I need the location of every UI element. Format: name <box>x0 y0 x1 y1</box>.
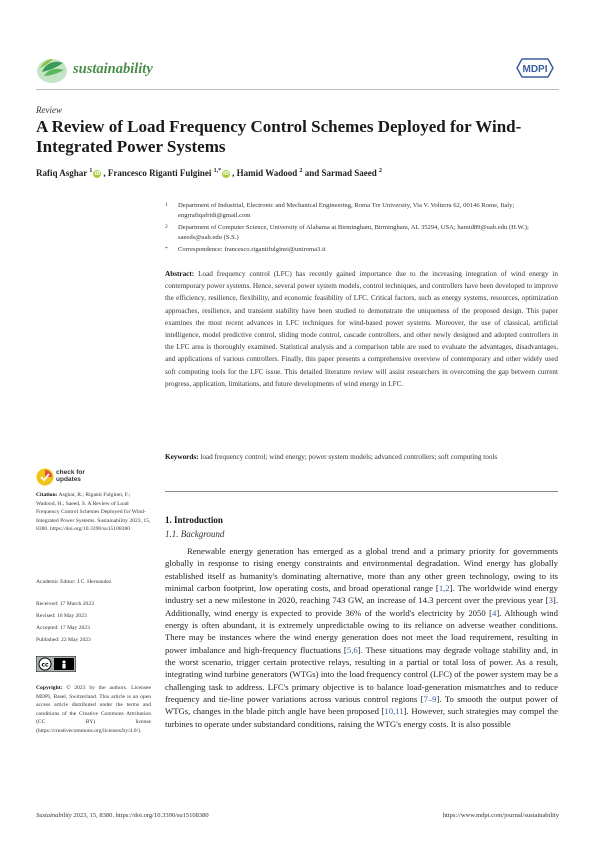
article-title: A Review of Load Frequency Control Schemes Deployed for Wind-Integrated Power Systems <box>36 117 522 156</box>
cc-license-badge[interactable] <box>36 656 76 672</box>
affiliation-number: 2 <box>165 224 168 230</box>
academic-editor: Academic Editor: J.C. Hernandez <box>36 579 112 585</box>
copyright-block <box>36 684 151 736</box>
cc-label: cc <box>41 661 49 669</box>
affiliation-number: * <box>165 246 168 252</box>
copyright-text: © 2023 by the authors. Licensee MDPI, Basel, Switzerland. This article is an open access article distributed under the terms and conditions of the Creative Commons Attribution (CC BY) license (https://creativecommons.org/licenses/by/4.0/). <box>36 685 151 734</box>
affiliation-text: Department of Industrial, Electronic and Mechanical Engineering, Roma Tre University, Via V. Volterra 62, 00146 Rome, Italy; engrrafiqafridi@gmail.com <box>178 202 515 219</box>
author-name[interactable]: Rafiq Asghar <box>36 168 90 178</box>
author-name[interactable]: Sarmad Saeed <box>321 168 379 178</box>
accepted-date: Accepted: 17 May 2023 <box>36 625 90 631</box>
reference-link[interactable]: 4 <box>492 607 497 618</box>
journal-logo-icon <box>36 54 68 84</box>
cc-by-icon <box>36 656 76 672</box>
reference-link[interactable]: 5,6 <box>346 644 358 655</box>
citation-text: Asghar, R.; Riganti Fulginei, F.; Wadood, H.; Saeed, S. A Review of Load Frequency Control Schemes Deployed for Wind-Integrated Power Systems. Sustainability 2023, 15, 8380. https://doi.org/10.3390/su15108380 <box>36 492 151 533</box>
section-heading: 1. Introduction <box>165 515 223 525</box>
received-date: Received: 17 March 2023 <box>36 601 94 607</box>
abstract-label: Abstract: <box>165 270 195 278</box>
author-name[interactable]: Hamid Wadood <box>236 168 300 178</box>
reference-link[interactable]: 7–9 <box>423 694 437 705</box>
mdpi-logo-icon <box>516 58 554 78</box>
correspondence-text: Correspondence: francesco.rigantifulginei@uniroma3.it <box>178 246 326 253</box>
author-name[interactable]: Francesco Riganti Fulginei <box>107 168 214 178</box>
journal-name: sustainability <box>73 61 153 77</box>
author-affiliation-sup: 1 <box>89 168 93 174</box>
footer-citation: Sustainability 2023, 15, 8380. https://doi.org/10.3390/su15108380 <box>36 812 209 819</box>
abstract <box>165 268 558 390</box>
author-affiliation-sup: 1,* <box>213 168 222 174</box>
reference-link[interactable]: 10,11 <box>384 706 404 717</box>
author-list: Rafiq Asghar $^1$ iD , Francesco Riganti Fulginei $^{1,*}$ iD , Hamid Wadood $^2$ and Sarmad Saeed $^2$ <box>36 168 382 178</box>
subsection-heading: 1.1. Background <box>165 529 225 539</box>
author-affiliation-sup: 2 <box>379 168 382 174</box>
keywords <box>165 451 558 463</box>
author-affiliation-sup: 2 <box>299 168 303 174</box>
copyright-label: Copyright: <box>36 685 63 691</box>
body-text: Renewable energy generation has emerged as a global trend and a primary priority for governments globally in response to rising energy constraints and environmental degradation. Wind energy has globally established itself as humanity's dominating alternative, more than any other green technology, owing to its minimal carbon footprint, low operating costs, and broad operational range [1,2]. The worldwide wind energy industry set a new milestone in 2020, reaching 743 GW, an increase of 14.3 percent over the previous year [3]. Additionally, wind energy is expected to provide 36% of the world's electricity by 2050 [4]. Although wind energy is often abundant, it is extremely unpredictable owing to its reliance on adverse weather conditions. There may be instances where the wind energy generation does not meet the load requirement, resulting in power imbalance and high-frequency fluctuations [5,6]. These situations may degrade voltage stability and, in the worst scenario, trigger certain protective relays, resulting in a partial or total loss of power. As a result, integrating wind turbine generators (WTGs) into the load frequency control (LFC) of the power system may be a challenging task to address. LFC's primary objective is to balance load-generation mismatches and to reduce frequency and tie-line power variations across various control regions [7–9]. To smooth the output power of WTGs, changes in the blade pitch angle have been proposed [10,11]. However, such strategies may compel the turbines to operate under substandard conditions, raising the WTG's energy costs. It is also possible <box>165 546 558 729</box>
citation-label: Citation: <box>36 492 58 498</box>
keywords-label: Keywords: <box>165 453 199 461</box>
abstract-text: Load frequency control (LFC) has recently gained importance due to the increasing integration of wind energy in contemporary power systems. Hence, several power system models, control techniques, and controllers have been developed to improve the efficiency, resilience, flexibility, and economic feasibility of LFC. Critical factors, such as energy systems, resources, optimization approaches, resilience, and transient stability have been studied to demonstrate the uniqueness of the proposed design. This paper examines the most recent advances in LFC techniques for wind-based power systems. Moreover, the use of classical, artificial intelligence, model predictive control, sliding mode control, cascade controllers, and other newly designed and adopted controllers in the LFC area is thoroughly examined. Statistical analysis and a comparison table are used to evaluate the advantages, disadvantages, and applications of various controllers. Finally, this paper presents a comprehensive overview of contemporary and other widely used soft computing tools for the LFC issue. This detailed literature review will assist researchers in overcoming the gap between current progress, application, limitations, and future developments of wind energy in LFC. <box>165 270 559 388</box>
reference-link[interactable]: 3 <box>548 595 553 606</box>
revised-date: Revised: 16 May 2023 <box>36 613 87 619</box>
published-date: Published: 22 May 2023 <box>36 637 91 643</box>
citation-block <box>36 491 151 534</box>
publisher-name: MDPI <box>522 64 548 75</box>
check-updates-icon <box>36 468 54 486</box>
reference-link[interactable]: 1,2 <box>438 583 450 594</box>
footer-journal: Sustainability <box>36 812 72 819</box>
article-type: Review <box>36 105 62 115</box>
footer-url[interactable]: https://www.mdpi.com/journal/sustainability <box>442 812 559 819</box>
affiliation-text: Department of Computer Science, University of Alabama at Birmingham, Birmingham, AL 35294, USA; hamid89@uab.edu (H.W.); saeeds@uab.edu (S.S.) <box>178 224 529 241</box>
check-updates-label: check for updates <box>56 469 85 483</box>
orcid-icon[interactable]: iD <box>94 171 101 177</box>
affiliation-number: 1 <box>165 202 168 208</box>
orcid-icon[interactable]: iD <box>223 171 230 177</box>
affiliations <box>0 201 595 261</box>
header-rule <box>36 89 559 90</box>
check-for-updates-button[interactable] <box>36 467 96 487</box>
abstract-rule <box>165 491 558 492</box>
keywords-text: load frequency control; wind energy; power system models; advanced controllers; soft computing tools <box>200 453 498 461</box>
